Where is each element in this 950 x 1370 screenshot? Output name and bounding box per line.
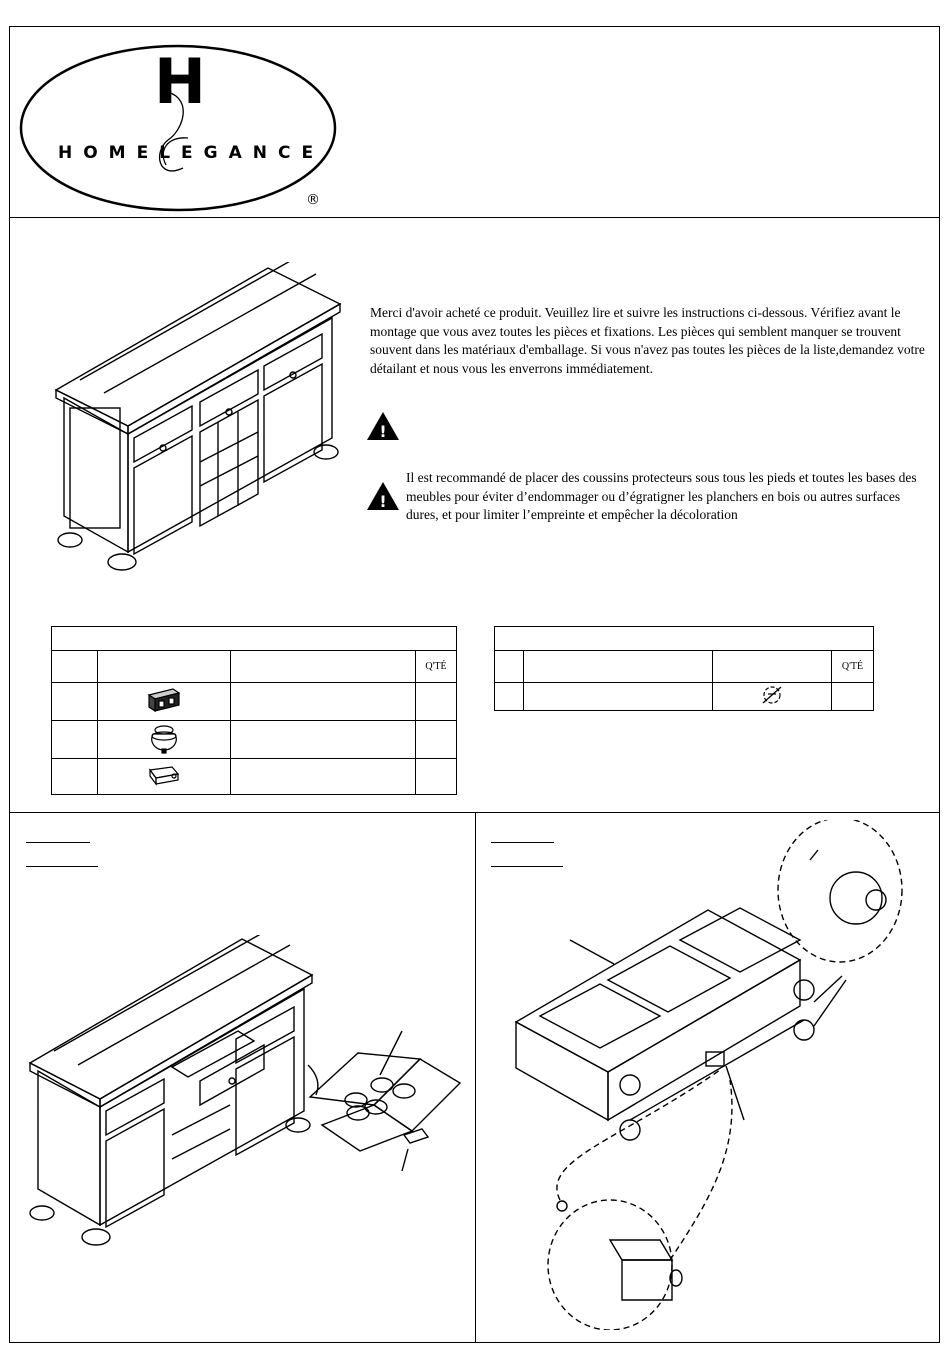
qty-header: Q'TÉ [832, 651, 874, 683]
intro-text: Merci d'avoir acheté ce produit. Veuillez lire et suivre les instructions ci-dessous. Vérifiez avant le montage que vous avez toutes les pièces et fixations. Les pièces qui semblent manquer se trouvent souvent dans les matériaux d'emballage. Si vous n'avez pas toutes les pièces de la liste,demandez votre détailant et nous vous les enverrons immédiatement. [370, 305, 925, 376]
warning-triangle-icon [365, 410, 401, 447]
sideboard-icon [98, 683, 231, 721]
hardware-table [494, 626, 874, 711]
brand-logo [18, 40, 338, 215]
bun-foot-icon [98, 721, 231, 759]
screw-icon [713, 683, 832, 711]
step2-illustration [500, 820, 930, 1330]
parts-table [51, 626, 457, 795]
step1-subheading-line [26, 866, 98, 867]
qty-header: Q'TÉ [416, 651, 457, 683]
step1-illustration [28, 935, 468, 1255]
logo-ellipse-icon [18, 40, 338, 215]
hardware-table-title [495, 627, 874, 651]
square-leg-icon [98, 759, 231, 795]
warning-text-2: Il est recommandé de placer des coussins protecteurs sous tous les pieds et toutes les bases des meubles pour éviter d’endommager ou d’égratigner les planchers en bois ou autres surfaces dures, et pour limiter l’empreinte et empêcher la décoloration [406, 470, 917, 522]
sideboard-illustration [50, 262, 370, 577]
brand-name: HOMELEGANCE [58, 143, 325, 163]
step1-heading-line [26, 842, 90, 843]
svg-text:!: ! [379, 492, 387, 511]
logo-letter: H [154, 45, 206, 118]
warning-triangle-icon [365, 480, 401, 517]
parts-table-title [52, 627, 457, 651]
svg-text:!: ! [379, 422, 387, 441]
registered-mark: ® [306, 192, 320, 208]
